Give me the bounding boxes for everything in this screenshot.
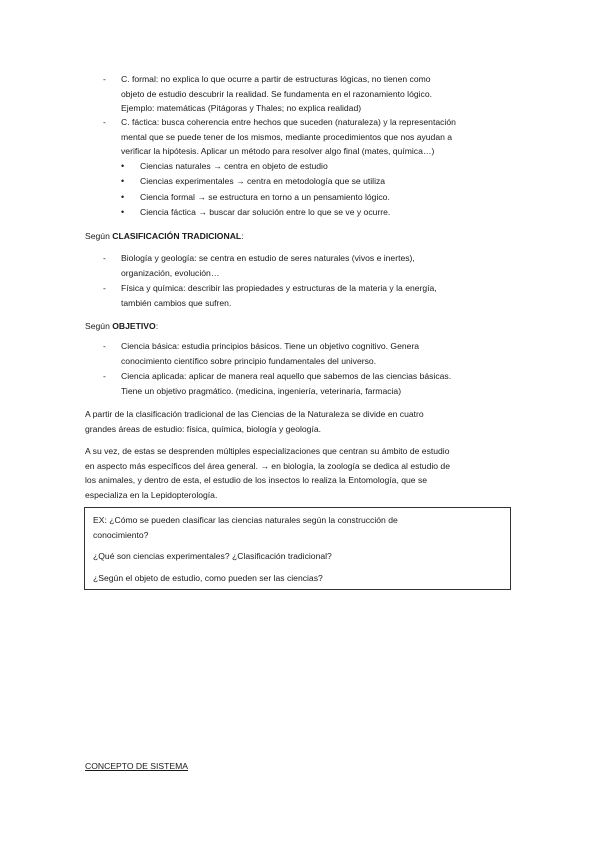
- heading-objetivo: [85, 319, 158, 334]
- exercise-box: [84, 507, 511, 590]
- text-line: también cambios que sufren.: [121, 297, 232, 308]
- text-line: verificar la hipótesis. Aplicar un método para resolver algo final (mates, química…): [121, 146, 435, 157]
- section-title: CONCEPTO DE SISTEMA: [85, 761, 188, 771]
- heading-clasificacion: [85, 229, 244, 244]
- heading-bold: CLASIFICACIÓN TRADICIONAL: [112, 231, 242, 241]
- dash-marker: -: [103, 341, 106, 351]
- bullet-text: Ciencia formal → se estructura en torno a un pensamiento lógico.: [140, 192, 390, 202]
- text-line: ¿Qué son ciencias experimentales? ¿Clasificación tradicional?: [93, 551, 332, 561]
- heading-suffix: :: [155, 321, 159, 331]
- text-line: ¿Según el objeto de estudio, como pueden ser las ciencias?: [93, 573, 323, 583]
- text-line: mental que se puede tener de los mismos, mediante procedimientos que nos ayudan a: [121, 131, 453, 142]
- heading-suffix: :: [241, 231, 244, 241]
- heading-prefix: Según: [85, 321, 113, 331]
- text-line: A su vez, de estas se desprenden múltiples especializaciones que centran su ámbito de estudio: [85, 446, 450, 456]
- dash-marker: -: [103, 74, 106, 84]
- bullet-text: Ciencia fáctica → buscar dar solución entre lo que se ve y ocurre.: [140, 207, 391, 217]
- bullet-text: Ciencias experimentales → centra en metodología que se utiliza: [140, 176, 386, 186]
- text-line: objeto de estudio descubrir la realidad. Se fundamenta en el razonamiento lógico.: [121, 88, 433, 99]
- exercise-question: [93, 513, 503, 542]
- dash-marker: -: [103, 253, 106, 263]
- text-line: los animales, y dentro de esta, el estudio de los insectos lo realiza la Entomología, que se: [85, 475, 428, 486]
- dash-marker: -: [103, 117, 106, 127]
- exercise-question: [93, 549, 503, 564]
- dash-marker: -: [103, 283, 106, 293]
- paragraph: [85, 444, 517, 502]
- text-line: organización, evolución…: [121, 267, 220, 278]
- text-line: conocimiento?: [93, 529, 149, 540]
- dash-marker: -: [103, 371, 106, 381]
- heading-bold: OBJETIVO: [112, 321, 156, 331]
- text-line: C. formal: no explica lo que ocurre a partir de estructuras lógicas, no tienen como: [121, 74, 431, 84]
- bullet-dot: •: [121, 176, 125, 186]
- text-line: Biología y geología: se centra en estudio de seres naturales (vivos e inertes),: [121, 253, 415, 263]
- bullet-text: Ciencias naturales → centra en objeto de estudio: [140, 161, 328, 171]
- text-line: A partir de la clasificación tradicional de las Ciencias de la Naturaleza se divide en cuatro: [85, 409, 424, 419]
- text-line: Física y química: describir las propiedades y estructuras de la materia y la energía,: [121, 283, 437, 293]
- text-line: especializa en la Lepidopterología.: [85, 489, 218, 500]
- bullet-dot: •: [121, 161, 125, 171]
- text-line: en aspecto más específicos del área general. → en biología, la zoología se dedica al estudio de: [85, 460, 450, 471]
- text-line: Ciencia aplicada: aplicar de manera real aquello que sabemos de las ciencias básicas.: [121, 371, 452, 381]
- bullet-dot: •: [121, 192, 125, 202]
- text-line: Tiene un objetivo pragmático. (medicina, ingeniería, veterinaria, farmacia): [121, 385, 402, 396]
- bullet-dot: •: [121, 207, 125, 217]
- text-line: Ejemplo: matemáticas (Pitágoras y Thales; no explica realidad): [121, 103, 362, 114]
- text-line: EX: ¿Cómo se pueden clasificar las ciencias naturales según la construcción de: [93, 515, 398, 525]
- text-line: C. fáctica: busca coherencia entre hechos que suceden (naturaleza) y la representación: [121, 117, 456, 127]
- paragraph: [85, 407, 517, 436]
- text-line: conocimiento científico sobre principio fundamentales del universo.: [121, 355, 377, 366]
- text-line: grandes áreas de estudio: física, química, biología y geología.: [85, 423, 321, 434]
- exercise-question: [93, 571, 503, 586]
- text-line: Ciencia básica: estudia principios básicos. Tiene un objetivo cognitivo. Genera: [121, 341, 420, 351]
- heading-prefix: Según: [85, 231, 113, 241]
